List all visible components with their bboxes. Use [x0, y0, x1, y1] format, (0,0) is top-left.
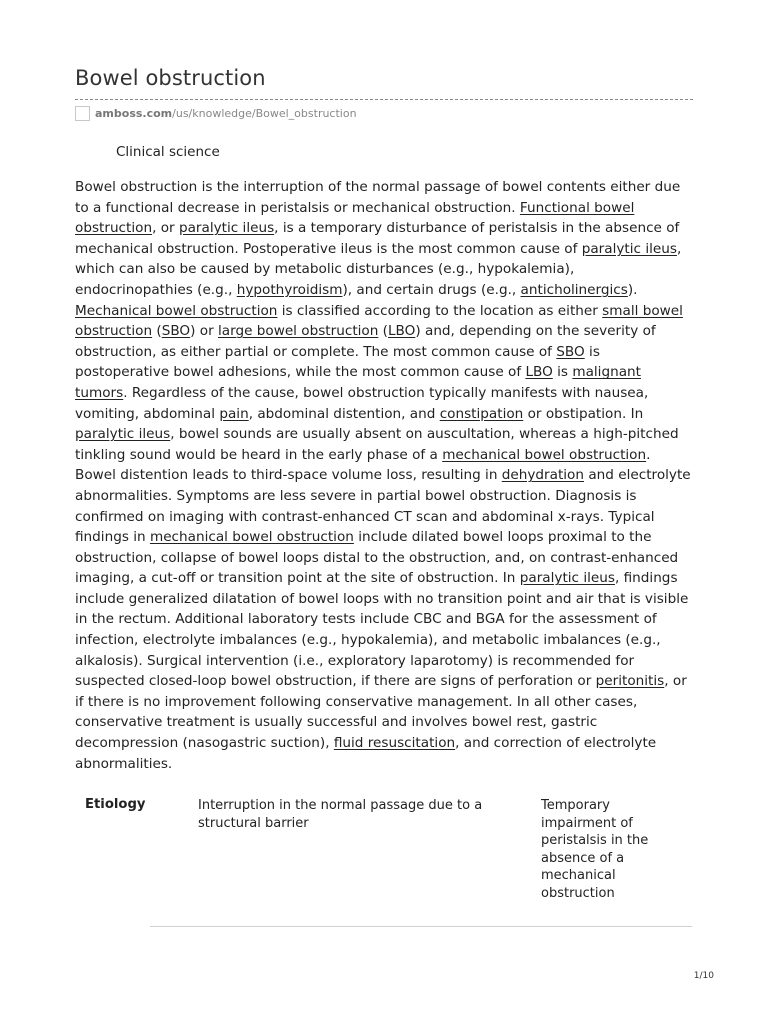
term-link[interactable]: Mechanical bowel obstruction [75, 302, 278, 319]
term-link[interactable]: hypothyroidism [236, 281, 343, 298]
body-text-run: ) and, depending on the severity of obstruction, as either partial or complete. The most common cause of [75, 323, 656, 360]
source-url[interactable] [75, 105, 357, 121]
term-link[interactable]: paralytic ileus [581, 240, 677, 257]
body-text-run: , is a temporary disturbance of peristalsis in the absence of mechanical obstruction. Postoperative ileus is the most common cause of [75, 220, 680, 257]
term-link[interactable]: SBO [161, 323, 191, 340]
body-text-run: is postoperative bowel adhesions, while the most common cause of [75, 343, 600, 381]
body-text-run: , and correction of electrolyte abnormalities. [75, 735, 657, 772]
term-link[interactable]: paralytic ileus [75, 426, 171, 443]
body-text-run: , abdominal distention, and [248, 405, 440, 422]
body-text-run: , which can also be caused by metabolic disturbances (e.g., hypokalemia), endocrinopathies (e.g., [75, 240, 682, 298]
body-text-run: and electrolyte abnormalities. Symptoms are less severe in partial bowel obstruction. Diagnosis is confirmed on imaging with contrast-enhanced CT scan and abdominal x-rays. Typical findings in [75, 467, 691, 546]
body-text-run: , or if there is no improvement following conservative management. In all other cases, conservative treatment is usually successful and involves bowel rest, gastric decompression (nasogastric suction), [75, 673, 687, 752]
term-link[interactable]: mechanical bowel obstruction [442, 446, 647, 463]
body-text-run: , or [152, 220, 179, 237]
body-text-run: ) or [190, 323, 218, 340]
page-number: 1/10 [693, 971, 714, 981]
article-summary [75, 177, 693, 774]
body-text-run: , bowel sounds are usually absent on auscultation, whereas a high-pitched tinkling sound would be heard in the early phase of a [75, 426, 679, 463]
term-link[interactable]: fluid resuscitation [333, 735, 456, 752]
body-text-run: , findings include generalized dilatation of bowel loops with no transition point and air that is visible in the rectum. Additional laboratory tests include CBC and BGA for the assessment of infection, electrolyte imbalances (e.g., hypokalemia), and metabolic imbalances (e.g., alkalosis). Surgical intervention (i.e., exploratory laparotomy) is recommended for suspected closed-loop bowel obstruction, if there are signs of perforation or [75, 570, 689, 690]
favicon-placeholder-icon [75, 106, 90, 121]
section-category: Clinical science [116, 144, 220, 160]
term-link[interactable]: mechanical bowel obstruction [149, 529, 354, 546]
title-divider [75, 99, 693, 100]
term-link[interactable]: peritonitis [595, 673, 665, 690]
term-link[interactable]: anticholinergics [520, 281, 628, 298]
term-link[interactable]: large bowel obstruction [217, 323, 379, 340]
term-link[interactable]: Functional bowel obstruction [75, 199, 635, 237]
body-text-run: is classified according to the location as either [277, 302, 603, 319]
term-link[interactable]: paralytic ileus [178, 220, 275, 237]
body-text-run: is [552, 364, 573, 381]
body-text-run: ( [378, 323, 388, 340]
term-link[interactable]: small bowel obstruction [75, 302, 683, 340]
term-link[interactable]: LBO [525, 364, 553, 381]
term-link[interactable]: paralytic ileus [519, 570, 615, 587]
source-path[interactable]: /us/knowledge/Bowel_obstruction [172, 106, 357, 120]
table-row-header-etiology: Etiology [85, 797, 146, 812]
term-link[interactable]: LBO [387, 323, 416, 340]
body-text-run: or obstipation. In [523, 405, 644, 422]
body-text-run: include dilated bowel loops proximal to the obstruction, collapse of bowel loops distal to the obstruction, and, on contrast-enhanced imaging, a cut-off or transition point at the site of obstruction. In [75, 529, 679, 587]
term-link[interactable]: constipation [439, 405, 524, 422]
term-link[interactable]: dehydration [501, 467, 584, 484]
term-link[interactable]: SBO [556, 343, 585, 360]
body-text-run: Bowel obstruction is the interruption of the normal passage of bowel contents either due to a functional decrease in peristalsis or mechanical obstruction. [75, 179, 681, 216]
term-link[interactable]: pain [219, 405, 249, 422]
page-title: Bowel obstruction [75, 66, 266, 90]
body-text-run: . Bowel distention leads to third-space volume loss, resulting in [75, 446, 651, 484]
table-row-divider [150, 926, 692, 927]
term-link[interactable]: malignant tumors [75, 364, 641, 401]
table-cell-functional: Temporary impairment of peristalsis in the absence of a mechanical obstruction [541, 798, 649, 901]
body-text-run: ), and certain drugs (e.g., [342, 281, 521, 298]
table-cell-mechanical: Interruption in the normal passage due to a structural barrier [198, 798, 483, 831]
body-text-run: ( [152, 323, 162, 340]
body-text-run: . Regardless of the cause, bowel obstruction typically manifests with nausea, vomiting, abdominal [75, 384, 649, 422]
source-domain[interactable]: amboss.com [95, 106, 173, 120]
body-text-run: ). [627, 281, 638, 298]
